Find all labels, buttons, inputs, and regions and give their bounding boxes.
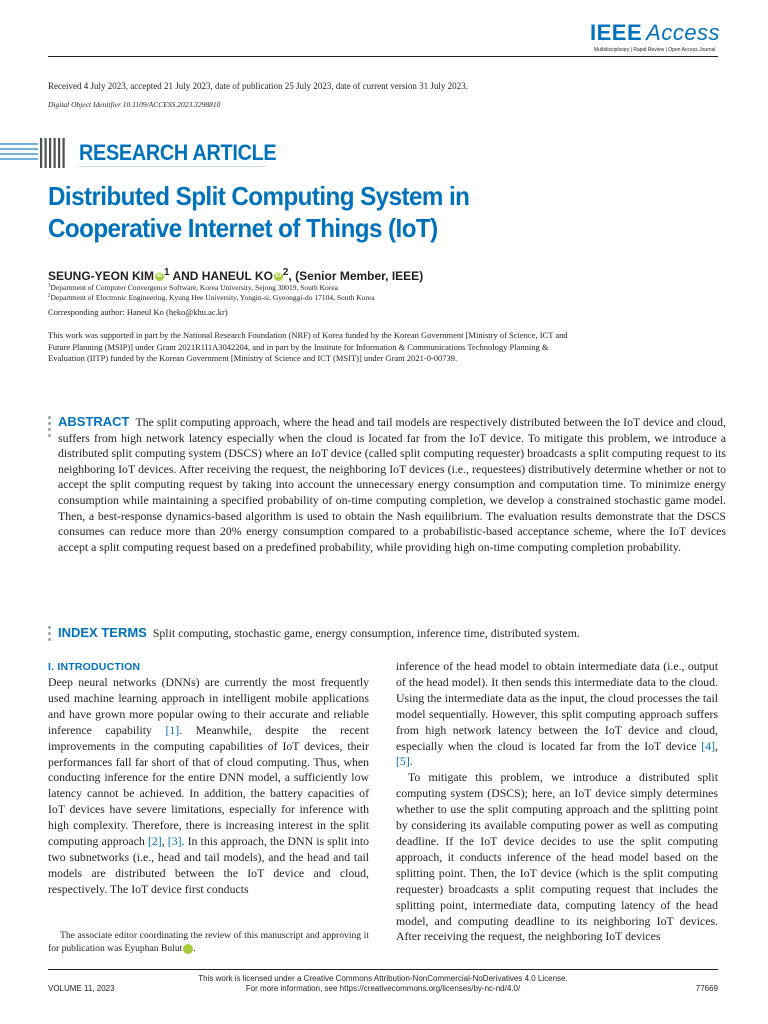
- citation-link[interactable]: [3]: [167, 834, 182, 849]
- banner-stripes-icon: [0, 137, 66, 169]
- citation-link[interactable]: [5]: [396, 754, 410, 769]
- doi-line: Digital Object Identifier 10.1109/ACCESS.2023.3298810: [48, 100, 221, 109]
- index-terms-dots: [48, 626, 52, 644]
- funding-statement: This work was supported in part by the National Research Foundation (NRF) of Korea funded by the Korean Government [Ministry of Science, ICT and Future Planning (MSIP)] under Grant 2021R1I1A3042204, and in part by the Institute for Information & Communications Technology Planning & Evaluation (IITP) funded by the Korean Government [Ministry of Science and ICT (MSIT)] under Grant 2021-0-00739.: [48, 330, 568, 363]
- orcid-icon[interactable]: iD: [183, 944, 193, 954]
- right-column: [396, 659, 718, 945]
- journal-logo: [590, 20, 720, 46]
- author-1-affil: 1: [164, 267, 170, 278]
- license-line-2[interactable]: For more information, see https://creativecommons.org/licenses/by-nc-nd/4.0/: [245, 984, 521, 993]
- affiliation-text: Department of Computer Convergence Software, Korea University, Sejong 30019, South Korea: [50, 283, 338, 292]
- license-notice: [48, 974, 718, 994]
- body-text: ,: [161, 834, 168, 849]
- author-membership: , (Senior Member, IEEE): [288, 269, 424, 283]
- body-text: inference of the head model to obtain intermediate data (i.e., output of the head model). It then sends this intermediate data to the cloud. Using the intermediate data as the input, the cloud processes the tail model sequentially. However, this split computing approach suffers from high network latency between the IoT device and cloud, especially when the cloud is located far from the IoT device: [396, 659, 718, 753]
- volume-label: VOLUME 11, 2023: [48, 984, 115, 993]
- orcid-icon[interactable]: iD: [275, 273, 282, 279]
- abstract: [58, 414, 726, 555]
- intro-paragraph-2: To mitigate this problem, we introduce a distributed split computing system (DSCS); here, an IoT device simply determines whether to use the split computing approach and the splitting point by considering its available computing power as well as computing deadline. If the IoT device decides to use the split computing approach, it conducts inference of the head model based on the splitting point. Then, the IoT device (which is the split computing requester) broadcasts a split computing request that includes the splitting point, intermediate data, computing latency of the head model, and computing deadline to its neighboring IoT devices. After receiving the request, the neighboring IoT devices: [396, 770, 718, 944]
- citation-link[interactable]: [1]: [165, 722, 180, 737]
- paper-title: [48, 180, 568, 244]
- logo-tagline: Multidisciplinary | Rapid Review | Open Access Journal: [594, 47, 716, 53]
- citation-link[interactable]: [4]: [701, 738, 716, 753]
- footnote-text: The associate editor coordinating the review of this manuscript and approving it for publication was Eyuphan Bulut: [48, 930, 369, 954]
- footer-rule: [48, 969, 718, 970]
- abstract-label: ABSTRACT: [58, 414, 130, 429]
- corresponding-author: Corresponding author: Haneul Ko (heko@khu.ac.kr): [48, 307, 228, 317]
- body-text: Deep neural networks (DNNs) are currently the most frequently used machine learning approach in intelligent mobile applications and have grown more popular owing to their accurate and reliable inference capability: [48, 675, 369, 737]
- intro-paragraph-cont: [396, 659, 718, 770]
- title-line-1: Distributed Split Computing System in: [48, 181, 470, 211]
- affiliation-2: [48, 293, 375, 302]
- abstract-dots: [48, 416, 52, 440]
- author-1: SEUNG-YEON KIM: [48, 269, 155, 283]
- citation-link[interactable]: [2]: [147, 834, 162, 849]
- affiliation-1: [48, 283, 338, 292]
- affiliation-number: 1: [48, 283, 51, 289]
- editor-footnote: [48, 929, 369, 955]
- logo-product: Access: [646, 20, 721, 45]
- body-text: . Meanwhile, despite the recent improvements in the computing capabilities of IoT devices, their performances fall far short of that of cloud computing. Thus, when conducting inference for the entire DNN model, a sufficiently low latency cannot be achieved. In addition, the battery capacities of IoT devices have severe limitations, especially for inference with high complexity. Therefore, there is increasing interest in the split computing approach: [48, 722, 369, 849]
- author-line: [48, 267, 423, 283]
- received-dates: Received 4 July 2023, accepted 21 July 2023, date of publication 25 July 2023, date of current version 31 July 2023.: [48, 81, 468, 91]
- article-type-label: RESEARCH ARTICLE: [79, 140, 277, 165]
- body-text: ,: [715, 738, 718, 753]
- abstract-text: The split computing approach, where the head and tail models are respectively distributed between the IoT device and cloud, suffers from high network latency especially when the cloud is located far from the IoT device. To mitigate this problem, we introduce a distributed split computing system (DSCS) where an IoT device (called split computing requester) broadcasts a split computing request to its neighboring IoT devices. After receiving the request, the neighboring IoT devices (i.e., requestees) distributively determine whether or not to accept the split computing request by taking into account the unnecessary energy consumption and computation time. To minimize energy consumption while maintaining a specified probability of on-time computing completion, we develop a constrained stochastic game model. Then, a best-response dynamics-based algorithm is used to obtain the Nash equilibrium. The evaluation results demonstrate that the DSCS consumes can reduce more than 20% energy consumption compared to a probabilistic-based acceptance scheme, where the IoT devices accept a split computing request based on a predefined probability, while providing high on-time computing completion probability.: [58, 415, 726, 554]
- body-text: . In this approach, the DNN is split into two subnetworks (i.e., head and tail models), and the head and tail models are distributed between the IoT device and cloud, respectively. The IoT device first conducts: [48, 834, 370, 896]
- page-number: 77669: [695, 984, 718, 993]
- article-type: [79, 140, 298, 166]
- author-2-affil: 2: [282, 267, 289, 278]
- section-heading: I. INTRODUCTION: [48, 661, 141, 673]
- affiliation-text: Department of Electronic Engineering, Kyung Hee University, Yongin-si, Gyeonggi-do 17104, South Korea: [50, 293, 375, 302]
- author-2: AND HANEUL KO: [169, 269, 273, 283]
- index-terms-label: INDEX TERMS: [58, 625, 147, 640]
- index-terms-text: Split computing, stochastic game, energy consumption, inference time, distributed system.: [152, 626, 580, 640]
- logo-brand: IEEE: [590, 20, 643, 45]
- article-type-underline: [79, 166, 266, 167]
- intro-paragraph-1: [48, 675, 369, 898]
- affiliation-number: 2: [48, 293, 51, 299]
- index-terms: [58, 625, 726, 642]
- footnote-end: .: [193, 943, 196, 954]
- header-rule: [48, 56, 718, 57]
- left-column: [48, 660, 369, 898]
- title-line-2: Cooperative Internet of Things (IoT): [48, 213, 438, 243]
- orcid-icon[interactable]: iD: [156, 273, 163, 279]
- body-text: .: [409, 754, 413, 769]
- license-line-1: This work is licensed under a Creative Commons Attribution-NonCommercial-NoDerivatives 4.0 License.: [198, 974, 568, 983]
